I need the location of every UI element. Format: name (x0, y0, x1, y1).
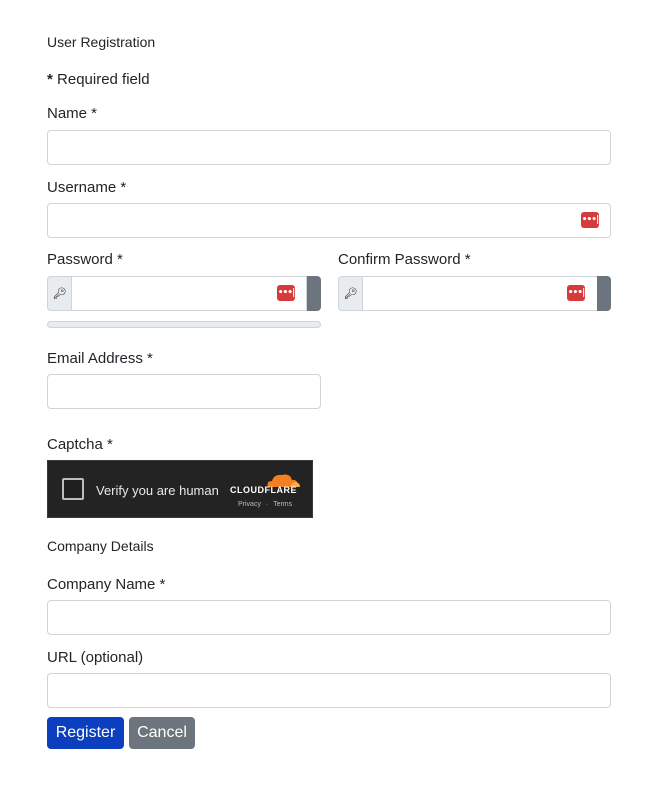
required-note-text: Required field (57, 71, 150, 88)
password-strength-meter (47, 321, 321, 328)
email-input[interactable] (47, 374, 321, 409)
cancel-button[interactable]: Cancel (129, 717, 195, 749)
password-input[interactable] (71, 276, 307, 311)
privacy-link[interactable]: Privacy (238, 501, 261, 508)
required-marker: * (47, 71, 53, 88)
captcha-links (238, 501, 292, 508)
form-title: User Registration (47, 34, 156, 50)
company-name-input[interactable] (47, 600, 611, 635)
company-name-label: Company Name * (47, 576, 166, 593)
key-icon: 🔑︎ (47, 276, 71, 311)
confirm-password-toggle-button[interactable] (597, 276, 611, 311)
password-manager-icon[interactable]: •••| (567, 285, 585, 301)
username-input[interactable] (47, 203, 611, 238)
captcha-label: Captcha * (47, 436, 113, 453)
url-input[interactable] (47, 673, 611, 708)
email-label: Email Address * (47, 350, 153, 367)
username-label: Username * (47, 179, 127, 196)
confirm-password-input[interactable] (362, 276, 598, 311)
captcha-widget (47, 460, 313, 518)
terms-link[interactable]: Terms (273, 501, 293, 508)
key-icon: 🔑︎ (338, 276, 362, 311)
password-label: Password * (47, 251, 123, 268)
captcha-checkbox[interactable] (62, 478, 84, 500)
url-label: URL (optional) (47, 649, 144, 666)
password-toggle-button[interactable] (307, 276, 321, 311)
links-separator: · (265, 501, 269, 508)
captcha-text: Verify you are human (96, 483, 219, 498)
password-manager-icon[interactable]: •••| (277, 285, 295, 301)
required-note (47, 71, 150, 88)
confirm-password-label: Confirm Password * (338, 251, 471, 268)
name-label: Name * (47, 105, 98, 122)
name-input[interactable] (47, 130, 611, 165)
company-section-title: Company Details (47, 538, 154, 554)
register-button[interactable]: Register (47, 717, 124, 749)
cloudflare-logo: CLOUDFLARE (230, 485, 297, 495)
password-manager-icon[interactable]: •••| (581, 212, 599, 228)
